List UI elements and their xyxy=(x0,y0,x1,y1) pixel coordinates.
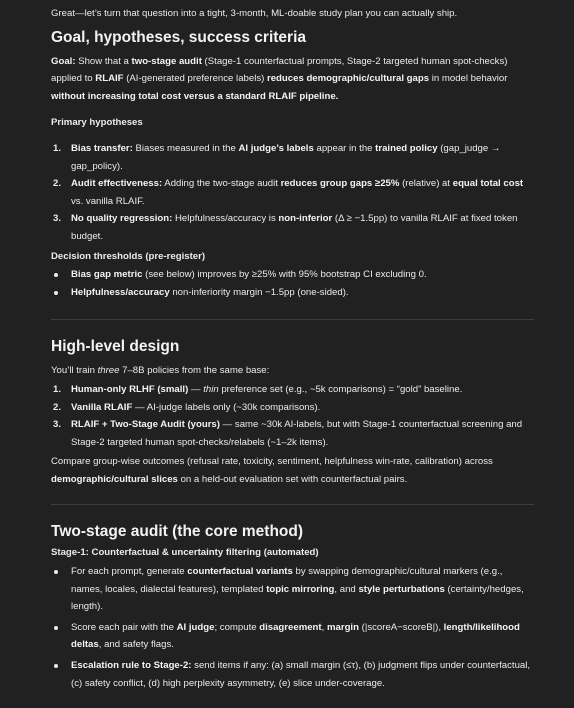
goal-text: (AI-generated preference labels) xyxy=(123,73,267,85)
list-item xyxy=(51,266,534,284)
item-text: (|scoreA−scoreB|), xyxy=(358,621,444,633)
goal-text: Show that a xyxy=(75,55,132,67)
list-number: 2. xyxy=(53,401,62,413)
list-item xyxy=(51,416,534,451)
item-emphasis: topic mirroring xyxy=(266,583,335,595)
thresholds-list xyxy=(51,266,534,301)
goal-emphasis: without increasing total cost versus a standard RLAIF pipeline. xyxy=(51,90,339,102)
item-text: preference set (e.g., ~5k comparisons) = “gold” baseline. xyxy=(218,383,463,395)
item-emphasis: No quality regression: xyxy=(71,213,173,225)
item-emphasis: counterfactual variants xyxy=(187,566,293,578)
decision-thresholds-heading: Decision thresholds (pre-register) xyxy=(51,250,206,262)
item-emphasis: AI judge xyxy=(176,621,215,633)
compare-emphasis: demographic/cultural slices xyxy=(51,473,178,485)
design-compare xyxy=(51,453,534,488)
bullet-icon xyxy=(54,664,58,668)
stage1-list xyxy=(51,563,534,692)
list-item xyxy=(51,381,534,399)
item-text: vs. vanilla RLAIF. xyxy=(71,195,145,207)
item-text: (gap_judge → gap_policy). xyxy=(71,142,501,172)
list-item xyxy=(51,563,534,616)
item-text: — same ~30k AI-labels, but with Stage-1 counterfactual screening and Stage-2 targeted human spot-checks/relabels (~1–2k items). xyxy=(71,419,523,448)
item-text: Score each pair with the xyxy=(71,621,177,633)
item-emphasis: equal total cost xyxy=(452,178,524,190)
item-emphasis: RLAIF + Two-Stage Audit (yours) xyxy=(71,419,220,431)
item-emphasis: Audit effectiveness: xyxy=(71,178,163,190)
stage1-heading: Stage-1: Counterfactual & uncertainty filtering (automated) xyxy=(51,547,319,559)
goal-paragraph xyxy=(51,53,534,106)
item-emphasis: Escalation rule to Stage-2: xyxy=(71,660,192,672)
item-emphasis: trained policy xyxy=(375,142,438,154)
bullet-icon xyxy=(54,570,58,574)
item-text: (relative) at xyxy=(399,178,453,190)
item-text: , and safety flags. xyxy=(98,639,174,651)
section-title-design: High-level design xyxy=(51,338,180,356)
goal-text: (Stage-1 counterfactual prompts, Stage-2 targeted human spot-checks) applied to xyxy=(51,55,508,85)
item-emphasis: Bias transfer: xyxy=(71,142,133,154)
list-number: 1. xyxy=(53,142,62,154)
item-text: Biases measured in the xyxy=(132,142,239,154)
intro-text: Great—let’s turn that question into a tight, 3-month, ML-doable study plan you can actually ship. xyxy=(51,8,458,19)
compare-text: Compare group-wise outcomes (refusal rate, toxicity, sentiment, helpfulness win-rate, calibration) across xyxy=(51,456,493,468)
item-emphasis: Vanilla RLAIF xyxy=(71,401,133,413)
item-text: appear in the xyxy=(313,142,376,154)
primary-hypotheses-heading: Primary hypotheses xyxy=(51,117,143,129)
item-text: (Δ ≥ −1.5pp) to vanilla RLAIF at fixed token budget. xyxy=(71,213,518,242)
goal-label: Goal: xyxy=(51,55,76,67)
item-emphasis: margin xyxy=(326,621,359,633)
item-text: Adding the two-stage audit xyxy=(162,178,281,190)
list-number: 3. xyxy=(53,213,62,225)
list-number: 3. xyxy=(53,419,62,431)
item-emphasis: Helpfulness/accuracy xyxy=(71,286,170,298)
list-number: 2. xyxy=(53,178,62,190)
item-emphasis: style perturbations xyxy=(358,583,445,595)
item-text: non-inferiority margin −1.5pp (one-sided). xyxy=(169,286,349,298)
item-text: send items if any: (a) small margin (≤τ), (b) judgment flips under counterfactual, (c) safety conflict, (d) high perplexity asymmetry, (e) slice under-coverage. xyxy=(71,660,531,689)
design-lead xyxy=(51,362,534,380)
bullet-icon xyxy=(54,626,58,630)
item-text: For each prompt, generate xyxy=(71,566,188,578)
list-item xyxy=(51,284,534,302)
item-emphasis: Bias gap metric xyxy=(71,269,143,281)
lead-italic: three xyxy=(97,365,120,377)
item-emphasis: AI judge’s labels xyxy=(238,142,314,154)
item-text: , xyxy=(321,621,327,633)
item-emphasis: reduces group gaps ≥25% xyxy=(280,178,400,190)
list-number: 1. xyxy=(53,383,62,395)
item-text: (certainty/hedges, length). xyxy=(71,583,524,613)
list-item xyxy=(51,619,534,654)
item-text: — AI-judge labels only (~30k comparisons). xyxy=(132,401,321,413)
list-item xyxy=(51,140,534,175)
item-text: , and xyxy=(334,583,359,595)
list-item xyxy=(51,175,534,210)
item-text: (see below) improves by ≥25% with 95% bootstrap CI excluding 0. xyxy=(142,269,427,281)
bullet-icon xyxy=(54,273,58,277)
item-emphasis: Human-only RLHF (small) xyxy=(71,383,189,395)
goal-emphasis: two-stage audit xyxy=(131,55,202,67)
hypotheses-list xyxy=(51,140,534,246)
item-emphasis: disagreement xyxy=(259,621,322,633)
lead-text: 7–8B policies from the same base: xyxy=(119,365,270,377)
goal-emphasis: reduces demographic/cultural gaps xyxy=(266,73,430,85)
list-item xyxy=(51,399,534,417)
section-title-audit: Two-stage audit (the core method) xyxy=(51,523,304,541)
section-title-goal: Goal, hypotheses, success criteria xyxy=(51,28,307,46)
design-list xyxy=(51,381,534,451)
item-text: ; compute xyxy=(214,621,260,633)
goal-emphasis: RLAIF xyxy=(95,73,124,85)
compare-text: on a held-out evaluation set with counterfactual pairs. xyxy=(177,473,408,485)
item-text: by swapping demographic/cultural markers (e.g., names, locales, dialectal features), templated xyxy=(71,566,503,595)
item-text: Helpfulness/accuracy is xyxy=(172,213,279,225)
item-text: — xyxy=(188,383,204,395)
item-italic: thin xyxy=(203,383,219,395)
item-emphasis: length/likelihood deltas xyxy=(71,621,520,651)
list-item xyxy=(51,210,534,245)
section-divider xyxy=(51,319,534,320)
goal-text: in model behavior xyxy=(429,73,508,85)
list-item xyxy=(51,657,534,692)
item-emphasis: non-inferior xyxy=(278,213,333,225)
section-divider xyxy=(51,504,534,505)
bullet-icon xyxy=(54,291,58,295)
lead-text: You’ll train xyxy=(51,365,98,377)
